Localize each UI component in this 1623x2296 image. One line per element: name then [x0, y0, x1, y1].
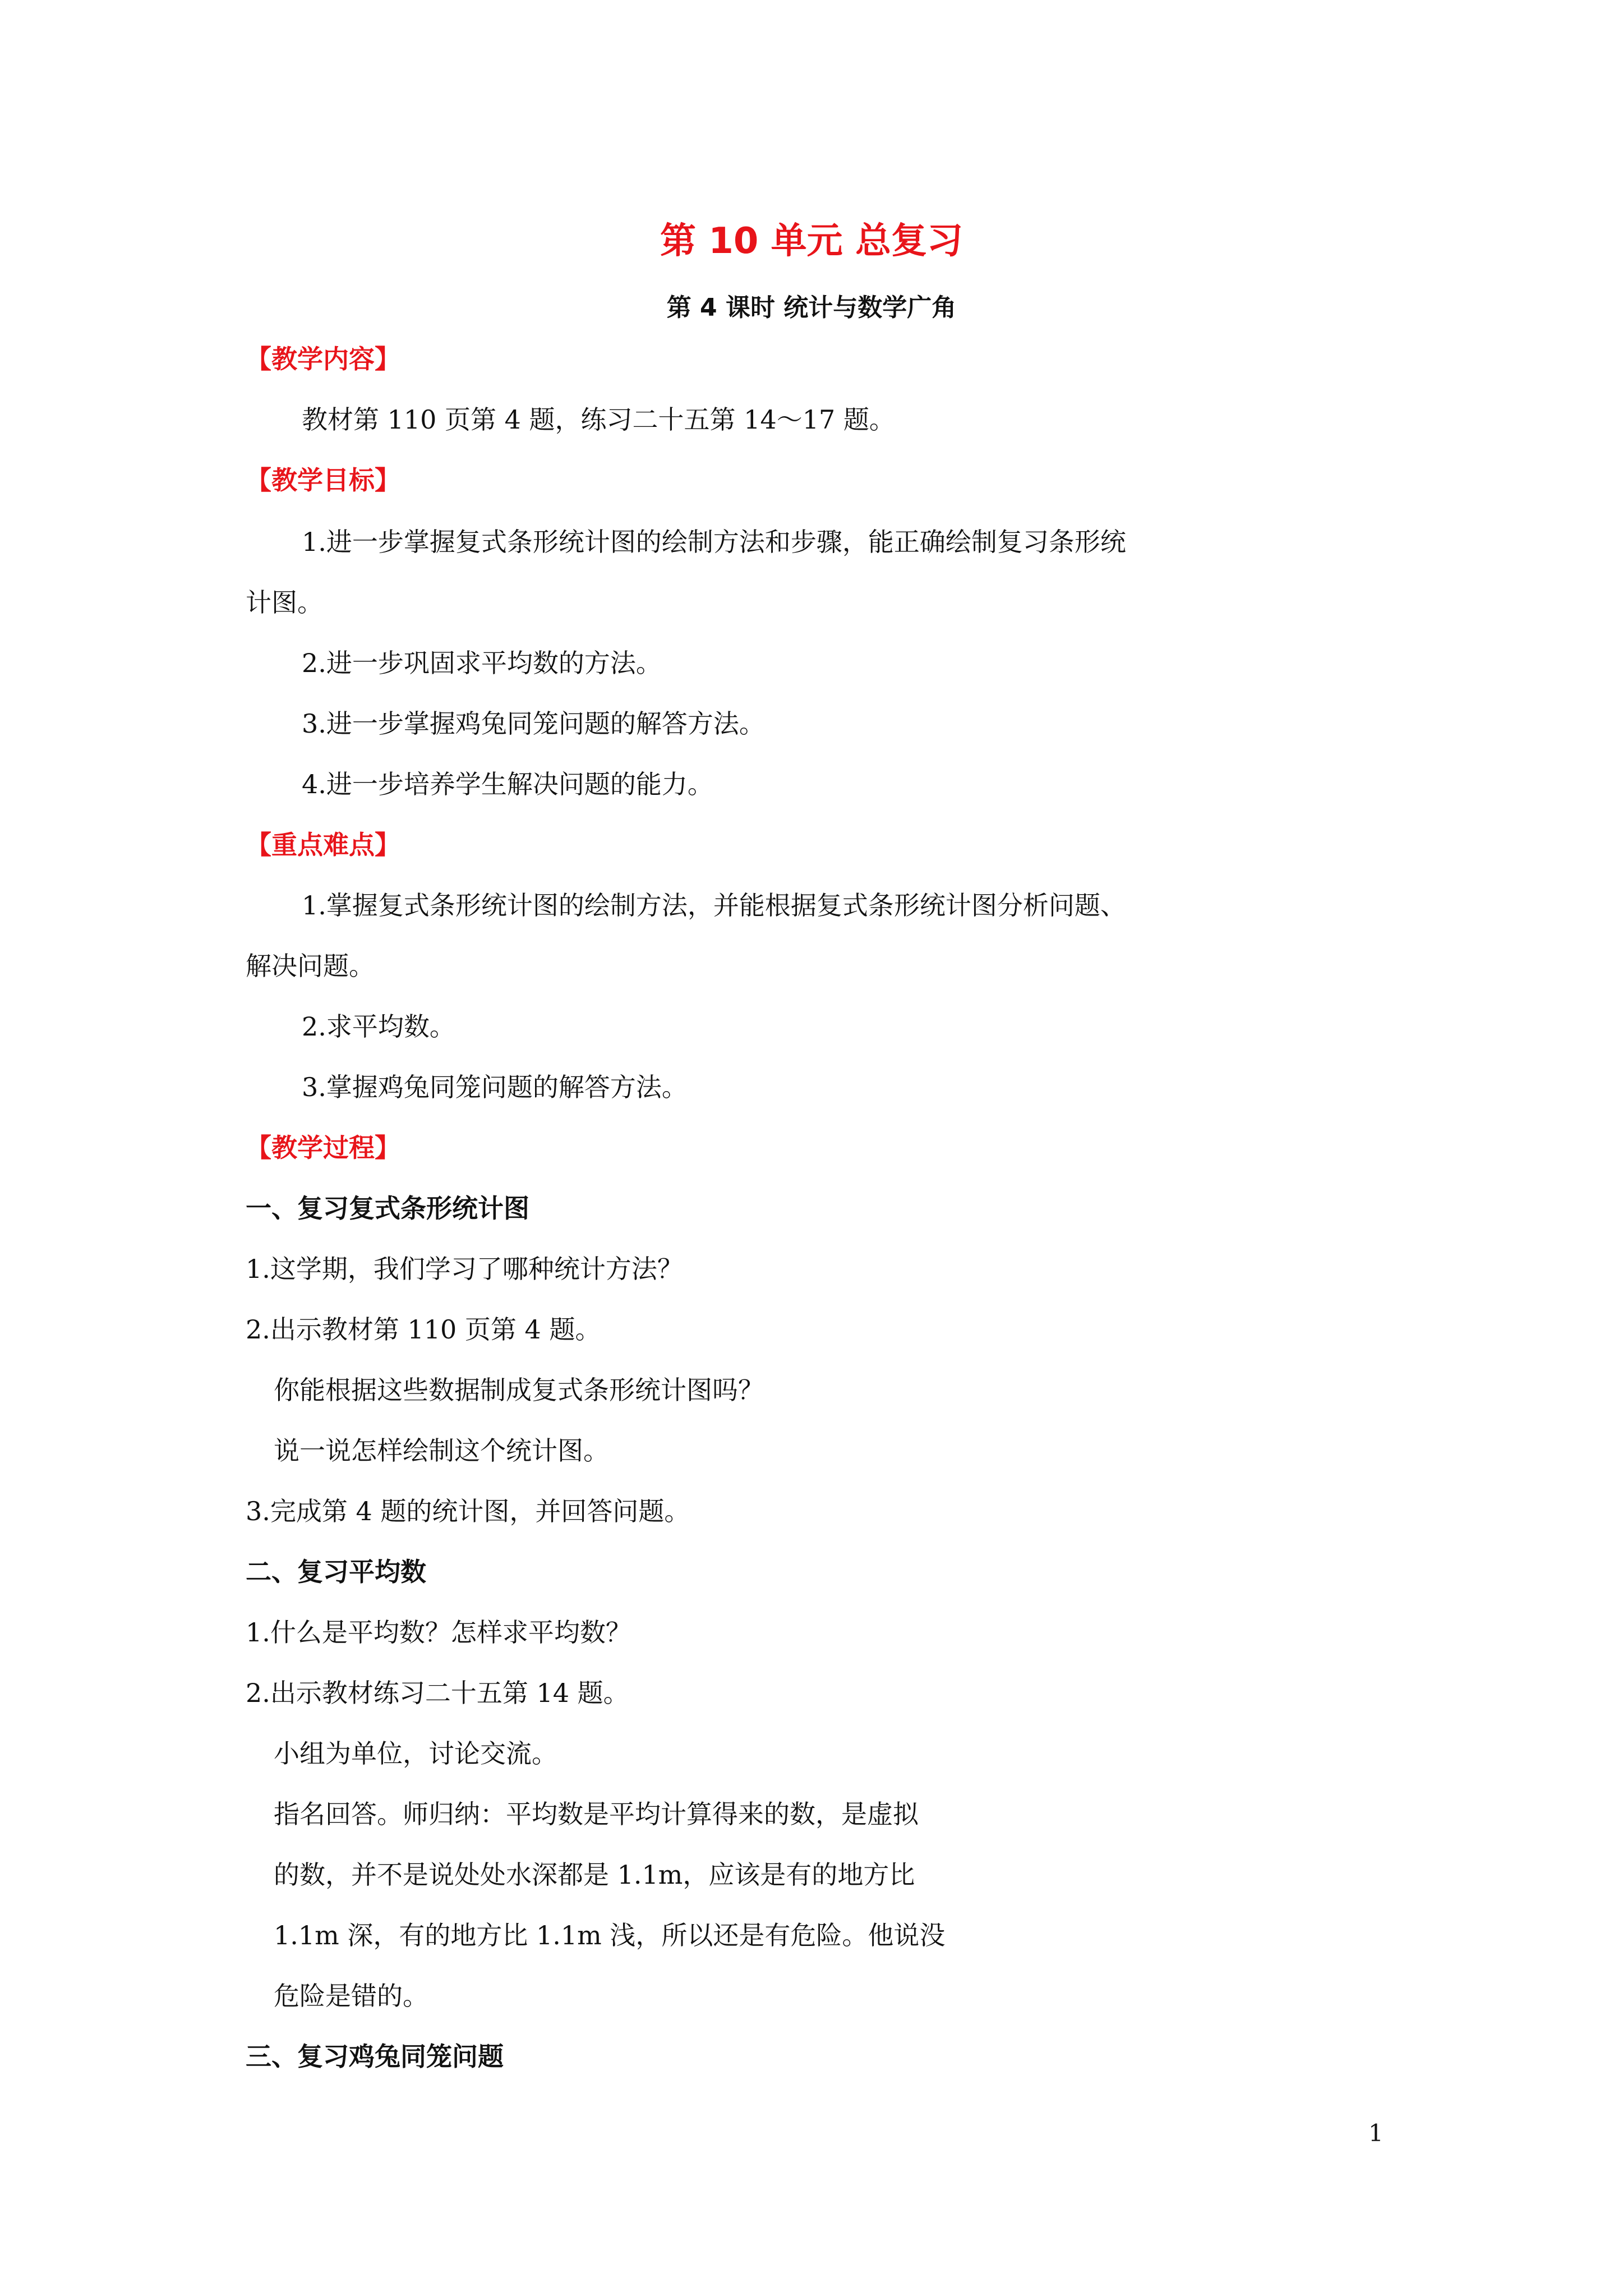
content-text: 教材第 110 页第 4 题，练习二十五第 14～17 题。 [302, 404, 895, 435]
part2-line: 的数，并不是说处处水深都是 1.1m，应该是有的地方比 [274, 1860, 915, 1890]
goal-item: 3.进一步掌握鸡兔同笼问题的解答方法。 [302, 708, 765, 739]
part1-line: 说一说怎样绘制这个统计图。 [274, 1435, 609, 1466]
key-point-item: 1.掌握复式条形统计图的绘制方法，并能根据复式条形统计图分析问题、 [302, 890, 1126, 921]
goal-item: 1.进一步掌握复式条形统计图的绘制方法和步骤，能正确绘制复习条形统 [302, 527, 1126, 557]
part3-heading: 三、复习鸡兔同笼问题 [246, 2041, 504, 2072]
part2-line: 指名回答。师归纳：平均数是平均计算得来的数，是虚拟 [274, 1799, 919, 1829]
part2-line: 2.出示教材练习二十五第 14 题。 [246, 1678, 629, 1708]
goal-item: 4.进一步培养学生解决问题的能力。 [302, 769, 713, 799]
lesson-subtitle: 第 4 课时 统计与数学广角 [666, 293, 957, 322]
section-teaching-content: 【教学内容】 [246, 344, 400, 374]
unit-title: 第 10 单元 总复习 [660, 220, 963, 262]
part1-line: 3.完成第 4 题的统计图，并回答问题。 [246, 1496, 690, 1526]
page-number: 1 [1368, 2119, 1384, 2147]
part2-line: 1.1m 深，有的地方比 1.1m 浅，所以还是有危险。他说没 [274, 1920, 946, 1950]
section-key-points: 【重点难点】 [246, 830, 400, 860]
part2-line: 1.什么是平均数？怎样求平均数？ [246, 1617, 631, 1648]
goal-item: 计图。 [246, 587, 323, 618]
part1-line: 1.这学期，我们学习了哪种统计方法？ [246, 1254, 683, 1284]
part2-line: 小组为单位，讨论交流。 [274, 1738, 557, 1769]
goal-item: 2.进一步巩固求平均数的方法。 [302, 648, 662, 678]
part1-line: 你能根据这些数据制成复式条形统计图吗？ [274, 1375, 764, 1405]
part1-heading: 一、复习复式条形统计图 [246, 1193, 529, 1223]
key-point-item: 2.求平均数。 [302, 1011, 455, 1042]
part1-line: 2.出示教材第 110 页第 4 题。 [246, 1314, 601, 1345]
section-teaching-goals: 【教学目标】 [246, 465, 400, 495]
part2-line: 危险是错的。 [274, 1981, 428, 2011]
key-point-item: 3.掌握鸡兔同笼问题的解答方法。 [302, 1072, 688, 1102]
part2-heading: 二、复习平均数 [246, 1557, 426, 1587]
section-teaching-process: 【教学过程】 [246, 1133, 400, 1163]
key-point-item: 解决问题。 [246, 951, 375, 981]
